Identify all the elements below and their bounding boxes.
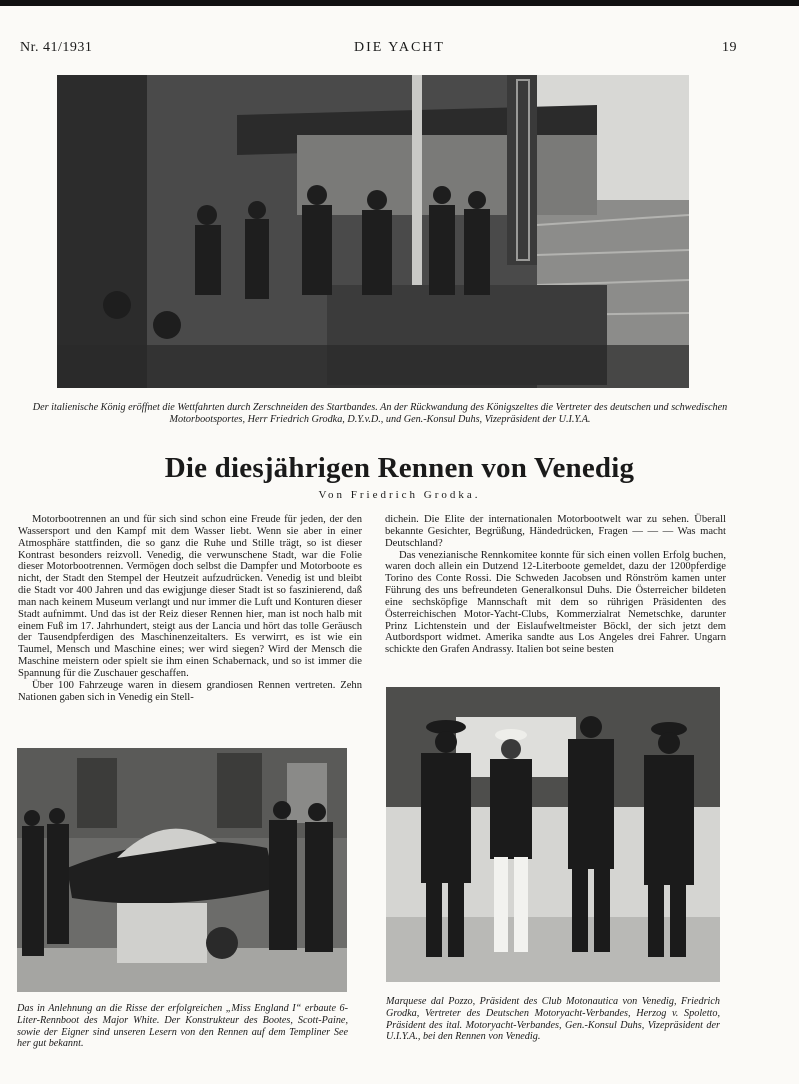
article-right-column xyxy=(385,514,726,656)
top-photo-caption: Der italienische König eröffnet die Wettfahrten durch Zerschneiden des Startbandes. An der Rückwandung des Königszeltes die Vertreter des deutschen und schwedischen Motorbootsportes, Herr Friedrich Grodka, D.Y.v.D., und Gen.-Konsul Duhs, Vizepräsident der U.I.Y.A. xyxy=(32,402,728,425)
page-number: 19 xyxy=(722,40,737,55)
magazine-title: DIE YACHT xyxy=(354,40,445,55)
bottom-left-caption: Das in Anlehnung an die Risse der erfolgreichen „Miss England I“ erbaute 6-Liter-Rennboot des Major White. Der Konstrukteur des Bootes, Scott-Paine, sowie der Eigner sind unseren Lesern von den Rennen auf dem Templiner See her gut bekannt. xyxy=(17,1003,348,1050)
article-left-column xyxy=(18,514,362,704)
article-byline: Von Friedrich Grodka. xyxy=(318,489,481,501)
issue-number: Nr. 41/1931 xyxy=(20,40,93,55)
article-paragraph: Das venezianische Rennkomitee konnte für sich einen vollen Erfolg buchen, waren doch allein ein Dutzend 12-Literboote gemeldet, dazu der 1200pferdige Torino des Conte Rossi. Die Schweden Jacobsen und Rönström kamen unter Führung des uns befreundeten Generalkonsul Duhs. Die Österreicher bildeten eine sechsköpfige Mannschaft mit dem so rührigen Präsidenten des Österreichischen Motor-Yacht-Clubs, Kommerzialrat Nemetschke, darunter Prinz Lichtenstein und der Eislaufweltmeister Böckl, der sich jetzt dem Autbordsport widmet. Amerika sandte aus Los Angeles drei Fahrer. Ungarn schickte den Grafen Andrassy. Italien bot seine besten xyxy=(385,549,726,656)
article-paragraph: Motorbootrennen an und für sich sind schon eine Freude für jeden, der den Wassersport und den Kampf mit dem Wasser liebt. Wenn sie aber in einer Atmosphäre stattfinden, die so ganz die Ruhe und Stille trägt, so ist dieser Kontrast besonders reizvoll. Venedig, die verwunschene Stadt, war die Folie dieser Motorbootrennen. Vermögen doch selbst die Dampfer und Motorboote es nicht, der Stadt den Stempel der Heutzeit aufzudrücken. Venedig ist und bleibt die Stadt vor 400 Jahren und das ewigjunge dieser Stadt ist so faszinierend, daß man nach keinem Museum verlangt und nur immer die Luft und Konturen dieser Stadt aufnimmt. Und das ist der Reiz dieser Rennen hier, man ist noch halb mit einem Fuß im 17. Jahrhundert, steigt aus der Lancia und hört das tolle Geräusch der Tausendpferdigen des Maschinenzeitalters. Es verwirrt, es ist wie ein Taumel, Mensch und Maschine eines; wer wird siegen? Wird der Mensch die Maschine meistern oder spielt sie ihm einen Schabernack, und so ist immer die Spannung für die Zuschauer geschaffen. xyxy=(18,514,362,679)
article-paragraph: Über 100 Fahrzeuge waren in diesem grandiosen Rennen vertreten. Zehn Nationen gaben sich in Venedig ein Stell- xyxy=(18,679,362,703)
page-top-rule xyxy=(0,0,799,6)
photo-racing-boat xyxy=(17,748,347,992)
photo-king-opening-races xyxy=(57,75,689,388)
article-paragraph: dichein. Die Elite der internationalen Motorbootwelt war zu sehen. Überall bekannte Gesichter, Begrüßung, Händedrücken, Fragen — — — Was macht Deutschland? xyxy=(385,514,726,549)
article-title: Die diesjährigen Rennen von Venedig xyxy=(164,452,635,484)
photo-officials-group xyxy=(386,687,720,982)
bottom-right-caption: Marquese dal Pozzo, Präsident des Club Motonautica von Venedig, Friedrich Grodka, Vertreter des Deutschen Motoryacht-Verbandes, Herzog v. Spoletto, Präsident des ital. Motoryacht-Verbandes, Gen.-Konsul Duhs, Vizepräsident der U.I.Y.A., bei den Rennen von Venedig. xyxy=(386,996,720,1043)
